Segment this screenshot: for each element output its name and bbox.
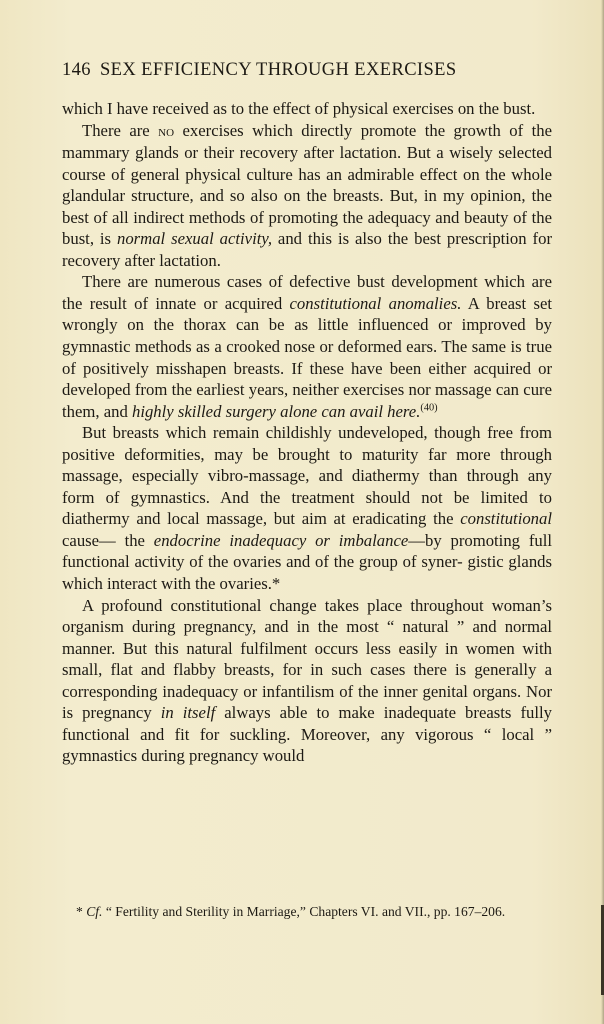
running-title: SEX EFFICIENCY THROUGH EXERCISES: [99, 60, 457, 80]
reference-marker: (40): [420, 402, 438, 414]
paragraph-4-text-e: —by promoting full functional activity of the ovaries and of the group of syner- gistic glands which interact with the ovaries.*: [62, 530, 553, 594]
paragraph-2-text-a: There are: [82, 120, 159, 140]
paragraph-4: [62, 422, 552, 594]
paragraph-4-italic-1: constitutional: [460, 509, 552, 529]
paragraph-4-italic-2: endocrine inadequacy or imbalance: [153, 530, 409, 550]
paragraph-2-italic: normal sexual activity,: [116, 229, 273, 249]
paragraph-3-text-c: A breast set wrongly on the thorax can be as little influenced or improved by gymnastic methods as a crooked nose or deformed ears. The same is true of positively misshapen breasts. If these have been either acquired or developed from the earliest years, neither exercises nor massage can cure them, and: [62, 293, 552, 421]
paragraph-2-text-e: and this is also the best prescription for recovery after lactation.: [62, 229, 552, 270]
paragraph-3: [62, 271, 552, 422]
footnote-italic: Cf.: [86, 904, 103, 919]
paragraph-3-italic-1: constitutional anomalies.: [289, 293, 462, 313]
running-head: [62, 60, 552, 88]
paragraph-3-text-a: There are numerous cases of defective bust development which are the result of innate or acquired: [62, 272, 552, 313]
paragraph-2: [62, 120, 552, 272]
footnote-text: “ Fertility and Sterility in Marriage,” Chapters VI. and VII., pp. 167–206.: [102, 904, 506, 919]
paragraph-5-text-a: A profound constitutional change takes place throughout woman’s organism during pregnancy, and in the most “ natural ” and normal manner. But this natural fulfilment occurs less easily in women with small, flat and flabby breasts, for in such cases there is generally a corresponding inadequacy or infantilism of the inner genital organs. Nor is pregnancy: [62, 595, 552, 723]
paragraph-3-italic-2: highly skilled surgery alone can avail here.: [131, 401, 421, 421]
paragraph-1: [62, 98, 552, 120]
page-number: 146: [62, 60, 91, 80]
paragraph-5-text-c: always able to make inadequate breasts fully functional and fit for suckling. Moreover, any vigorous “ local ” gymnastics during pregnancy would: [62, 703, 552, 766]
paragraph-5-italic: in itself: [160, 703, 216, 723]
body-text: [62, 98, 552, 767]
paragraph-1-text: which I have received as to the effect of physical exercises on the bust.: [62, 99, 536, 118]
paragraph-5: [62, 595, 552, 767]
paragraph-2-small-caps: no: [158, 122, 175, 140]
paragraph-4-text-a: But breasts which remain childishly undeveloped, though free from positive deformities, may be brought to maturity far more through massage, especially vibro-massage, and diathermy than through any form of gymnastics. And the treatment should not be limited to diathermy and local massage, but aim at eradicating the: [62, 423, 552, 529]
footnote: [62, 903, 552, 921]
paragraph-2-text-c: exercises which directly promote the growth of the mammary glands or their recovery after lactation. But a wisely selected course of general physical culture has an admirable effect on the whole glandular structure, and so also on the breasts. But, in my opinion, the best of all indirect methods of promoting the adequacy and beauty of the bust, is: [62, 120, 552, 249]
footnote-marker: *: [76, 904, 87, 919]
paragraph-4-text-c: cause— the: [62, 530, 154, 550]
